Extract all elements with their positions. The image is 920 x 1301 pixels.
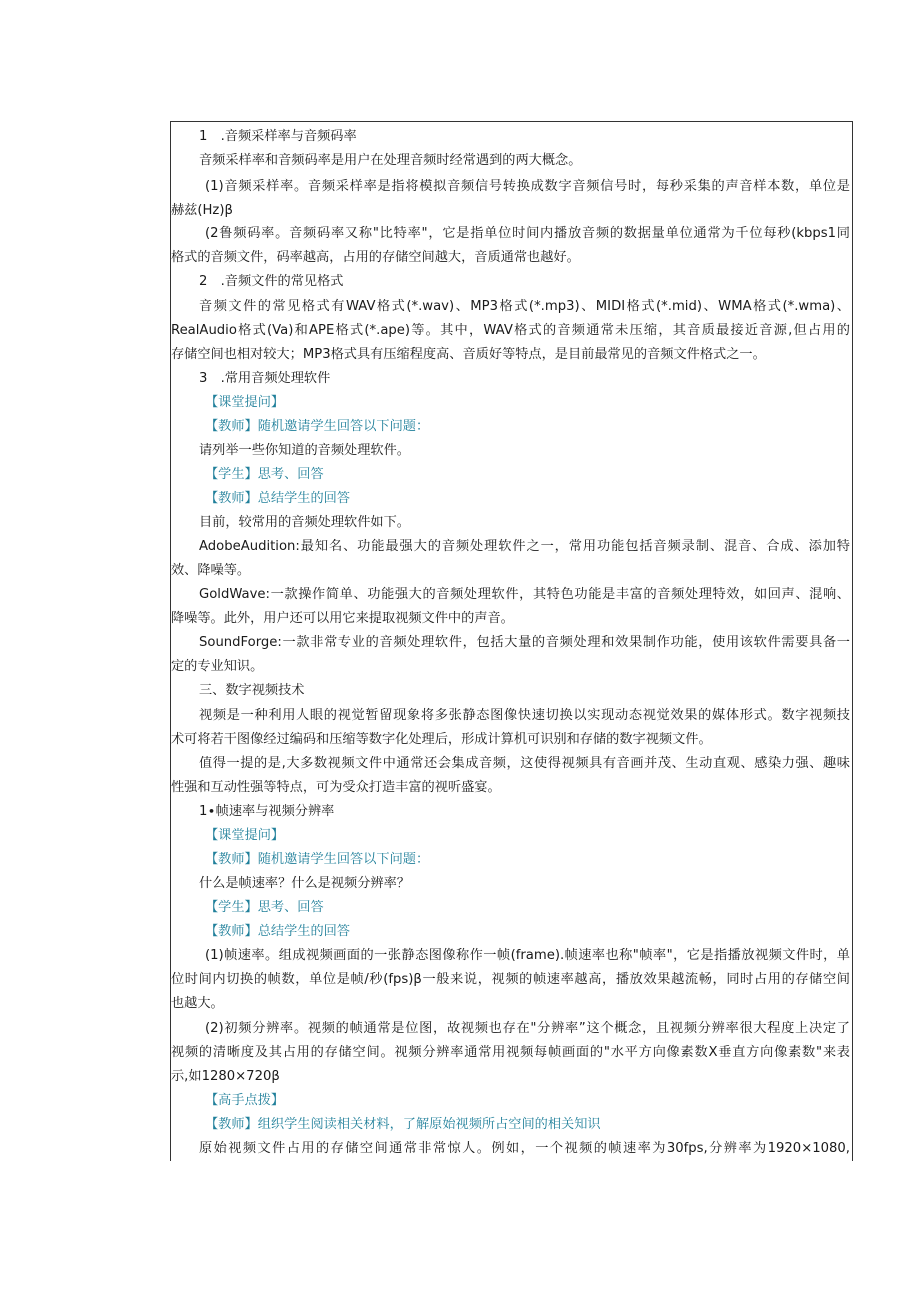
- paragraph: 示,如1280×720β: [171, 1069, 280, 1084]
- paragraph: (2鲁频码率。音频码率又称"比特率"，它是指单位时间内播放音频的数据量单位通常为千位每秒(kbps1同: [205, 226, 850, 241]
- label-teacher-organize: 【教师】组织学生阅读相关材料，了解原始视频所占空间的相关知识: [205, 1117, 601, 1132]
- paragraph: 值得一提的是,大多数视频文件中通常还会集成音频，这使得视频具有音画并茂、生动直观、感染力强、趣味: [199, 756, 850, 771]
- label-teacher-summary: 【教师】总结学生的回答: [205, 491, 351, 506]
- label-class-question: 【课堂提问】: [205, 828, 285, 843]
- paragraph: 效、降噪等。: [171, 563, 251, 578]
- label-expert-tip: 【高手点拨】: [205, 1093, 285, 1108]
- paragraph: 原始视频文件占用的存储空间通常非常惊人。例如，一个视频的帧速率为30fps,分辨率为1920×1080,: [199, 1141, 850, 1156]
- paragraph: 视频的清晰度及其占用的存储空间。视频分辨率通常用视频每帧画面的"水平方向像素数X垂直方向像素数"来表: [171, 1045, 850, 1060]
- paragraph: 术可将若干图像经过编码和压缩等数字化处理后，形成计算机可识别和存储的数字视频文件。: [171, 732, 712, 747]
- paragraph: 目前，较常用的音频处理软件如下。: [199, 515, 410, 530]
- paragraph: 请列举一些你知道的音频处理软件。: [199, 443, 410, 458]
- paragraph: SoundForge:一款非常专业的音频处理软件，包括大量的音频处理和效果制作功能，使用该软件需要具备一: [199, 635, 850, 650]
- label-teacher: 【教师】随机邀请学生回答以下问题：: [205, 419, 430, 434]
- paragraph: 格式的音频文件，码率越高，占用的存储空间越大，音质通常也越好。: [171, 250, 580, 265]
- paragraph: AdobeAudition:最知名、功能最强大的音频处理软件之一，常用功能包括音频录制、混音、合成、添加特: [199, 539, 850, 554]
- heading-digital-video: 三、数字视频技术: [199, 683, 305, 698]
- heading-audio-software: 3 .常用音频处理软件: [199, 371, 331, 386]
- paragraph: (2)初频分辨率。视频的帧通常是位图，故视频也存在"分辨率”这个概念，且视频分辨率很大程度上决定了: [205, 1021, 850, 1036]
- label-teacher: 【教师】随机邀请学生回答以下问题：: [205, 852, 430, 867]
- paragraph: 音频文件的常见格式有WAV格式(*.wav)、MP3格式(*.mp3)、MIDI格式(*.mid)、WMA格式(*.wma)、: [199, 299, 850, 314]
- heading-sampling-rate: 1 .音频采样率与音频码率: [199, 129, 357, 144]
- paragraph: 存储空间也相对较大；MP3格式具有压缩程度高、音质好等特点，是目前最常见的音频文件格式之一。: [171, 347, 766, 362]
- paragraph: 也越大。: [171, 996, 224, 1011]
- paragraph: 性强和互动性强等特点，可为受众打造丰富的视听盛宴。: [171, 780, 501, 795]
- paragraph: 定的专业知识。: [171, 659, 264, 674]
- label-student: 【学生】思考、回答: [205, 467, 324, 482]
- paragraph: (1)音频采样率。音频采样率是指将模拟音频信号转换成数字音频信号时，每秒采集的声音样本数，单位是: [205, 179, 850, 194]
- paragraph: (1)帧速率。组成视频画面的一张静态图像称作一帧(frame).帧速率也称"帧率"，它是指播放视频文件时，单: [205, 948, 850, 963]
- label-teacher-summary: 【教师】总结学生的回答: [205, 924, 351, 939]
- heading-audio-formats: 2 .音频文件的常见格式: [199, 274, 344, 289]
- heading-frame-rate: 1∙帧速率与视频分辨率: [199, 804, 335, 819]
- label-class-question: 【课堂提问】: [205, 395, 285, 410]
- paragraph: 音频采样率和音频码率是用户在处理音频时经常遇到的两大概念。: [199, 153, 582, 168]
- paragraph: 视频是一种利用人眼的视觉暂留现象将多张静态图像快速切换以实现动态视觉效果的媒体形式。数字视频技: [199, 708, 850, 723]
- paragraph: 赫兹(Hz)β: [171, 203, 233, 218]
- paragraph: 位时间内切换的帧数，单位是帧/秒(fps)β一般来说，视频的帧速率越高，播放效果越流畅，同时占用的存储空间: [171, 972, 850, 987]
- paragraph: GoldWave:一款操作简单、功能强大的音频处理软件，其特色功能是丰富的音频处理特效，如回声、混响、: [199, 587, 850, 602]
- paragraph: 什么是帧速率？什么是视频分辨率？: [199, 876, 410, 891]
- label-student: 【学生】思考、回答: [205, 900, 324, 915]
- paragraph: 降噪等。此外，用户还可以用它来提取视频文件中的声音。: [171, 611, 514, 626]
- paragraph: RealAudio格式(Va)和APE格式(*.ape)等。其中，WAV格式的音频通常未压缩，其音质最接近音源,但占用的: [171, 323, 850, 338]
